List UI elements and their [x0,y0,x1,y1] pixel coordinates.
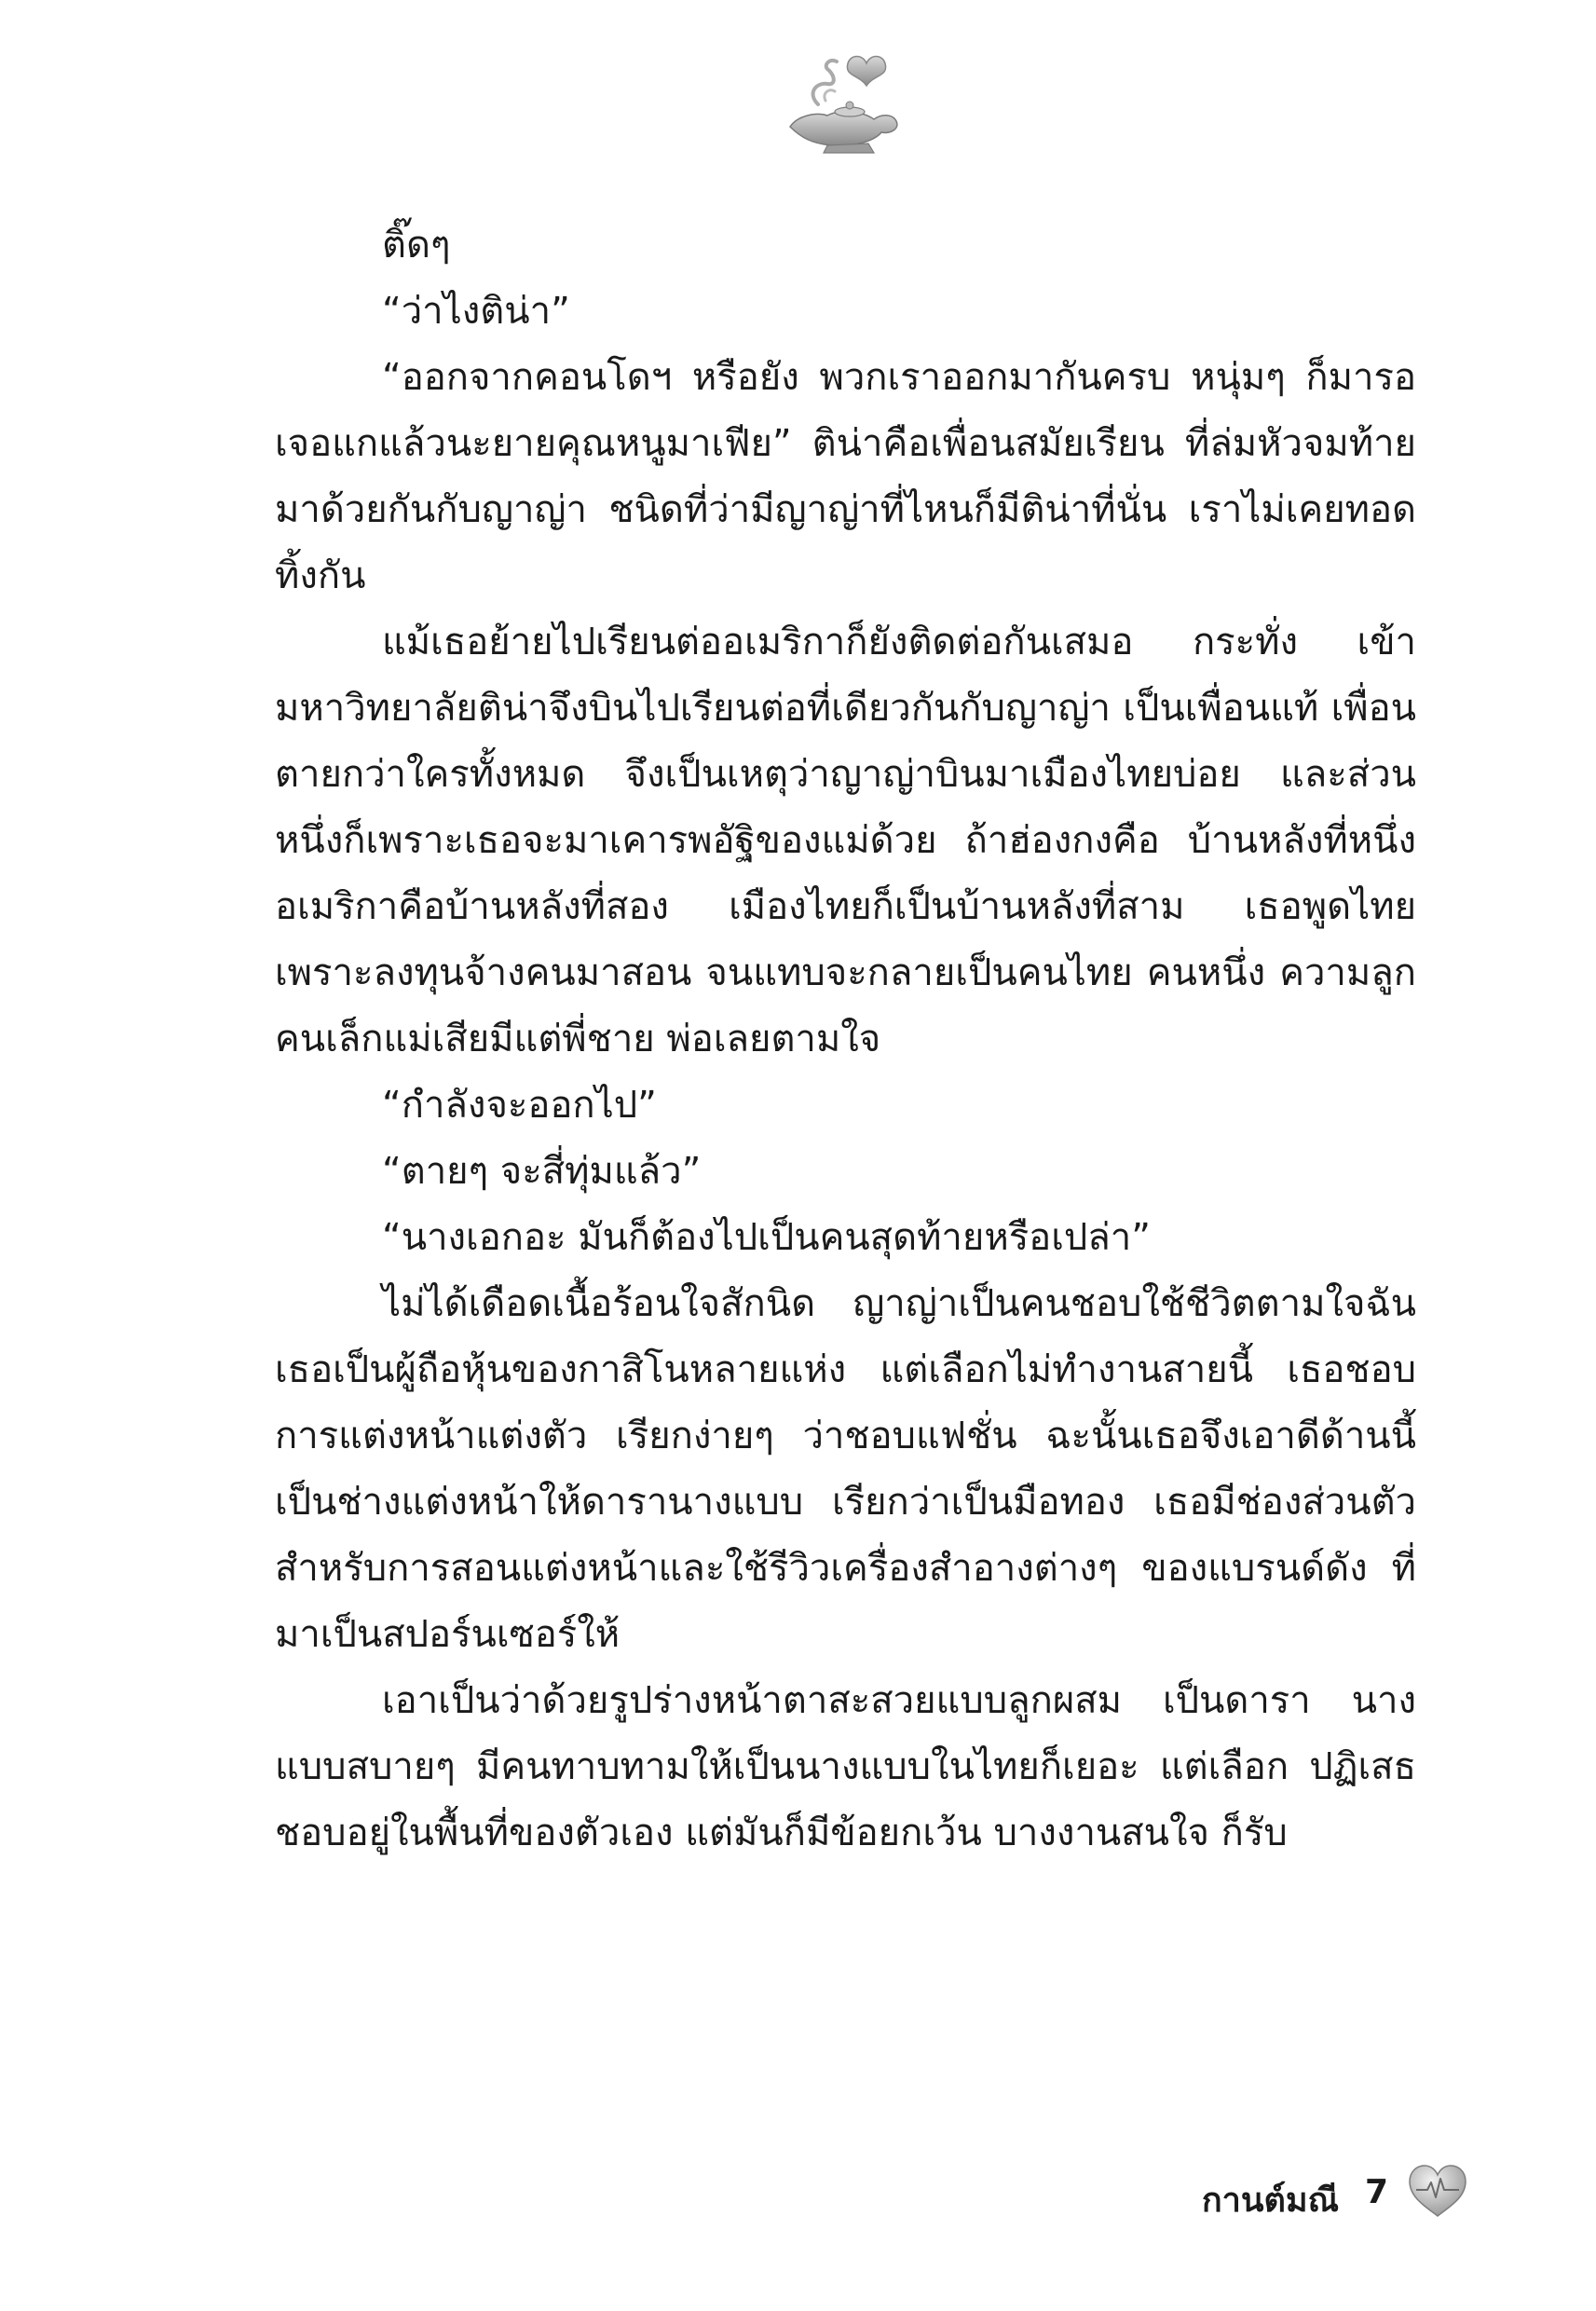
paragraph: “ออกจากคอนโดฯ หรือยัง พวกเราออกมากันครบ หนุ่มๆ ก็มารอเจอแกแล้วนะยายคุณหนูมาเฟีย” ติน่าคือเพื่อนสมัยเรียน ที่ล่มหัวจมท้ายมาด้วยกันกับญาญ่า ชนิดที่ว่ามีญาญ่าที่ไหนก็มีติน่าที่นั่น เราไม่เคยทอดทิ้งกัน [275,356,1416,597]
paragraph: ติ๊ดๆ [382,224,451,267]
body-text [275,212,1416,1867]
page-footer [1071,2160,1491,2225]
paragraph: “ตายๆ จะสี่ทุ่มแล้ว” [382,1150,702,1193]
page-number: 7 [1364,2173,1388,2211]
paragraph: ไม่ได้เดือดเนื้อร้อนใจสักนิด ญาญ่าเป็นคนชอบใช้ชีวิตตามใจฉัน เธอเป็นผู้ถือหุ้นของกาสิโนหลายแห่ง แต่เลือกไม่ทำงานสายนี้ เธอชอบ การแต่งหน้าแต่งตัว เรียกง่ายๆ ว่าชอบแฟชั่น ฉะนั้นเธอจึงเอาดีด้านนี้ เป็นช่างแต่งหน้าให้ดารานางแบบ เรียกว่าเป็นมือทอง เธอมีช่องส่วนตัว สำหรับการสอนแต่งหน้าและใช้รีวิวเครื่องสำอางต่างๆ ของแบรนด์ดัง ที่มาเป็นสปอร์นเซอร์ให้ [275,1282,1416,1656]
paragraph: “ว่าไงติน่า” [382,290,570,333]
book-title: กานต์มณี [1201,2181,1339,2220]
paragraph: “นางเอกอะ มันก็ต้องไปเป็นคนสุดท้ายหรือเปล่า” [382,1216,1151,1259]
heart-pulse-icon [1407,2164,1468,2220]
paragraph: แม้เธอย้ายไปเรียนต่ออเมริกาก็ยังติดต่อกันเสมอ กระทั่ง เข้ามหาวิทยาลัยติน่าจึงบินไปเรียนต่อที่เดียวกันกับญาญ่า เป็นเพื่อนแท้ เพื่อนตายกว่าใครทั้งหมด จึงเป็นเหตุว่าญาญ่าบินมาเมืองไทยบ่อย และส่วนหนึ่งก็เพราะเธอจะมาเคารพอัฐิของแม่ด้วย ถ้าฮ่องกงคือ บ้านหลังที่หนึ่ง อเมริกาคือบ้านหลังที่สอง เมืองไทยก็เป็นบ้านหลังที่สาม เธอพูดไทย เพราะลงทุนจ้างคนมาสอน จนแทบจะกลายเป็นคนไทย คนหนึ่ง ความลูกคนเล็กแม่เสียมีแต่พี่ชาย พ่อเลยตามใจ [275,621,1416,1060]
paragraph: เอาเป็นว่าด้วยรูปร่างหน้าตาสะสวยแบบลูกผสม เป็นดารา นางแบบสบายๆ มีคนทาบทามให้เป็นนางแบบในไทยก็เยอะ แต่เลือก ปฏิเสธ ชอบอยู่ในพื้นที่ของตัวเอง แต่มันก็มีข้อยกเว้น บางงานสนใจ ก็รับ [275,1679,1416,1854]
lamp-with-heart-ornament-icon [770,48,909,160]
paragraph: “กำลังจะออกไป” [382,1084,657,1127]
